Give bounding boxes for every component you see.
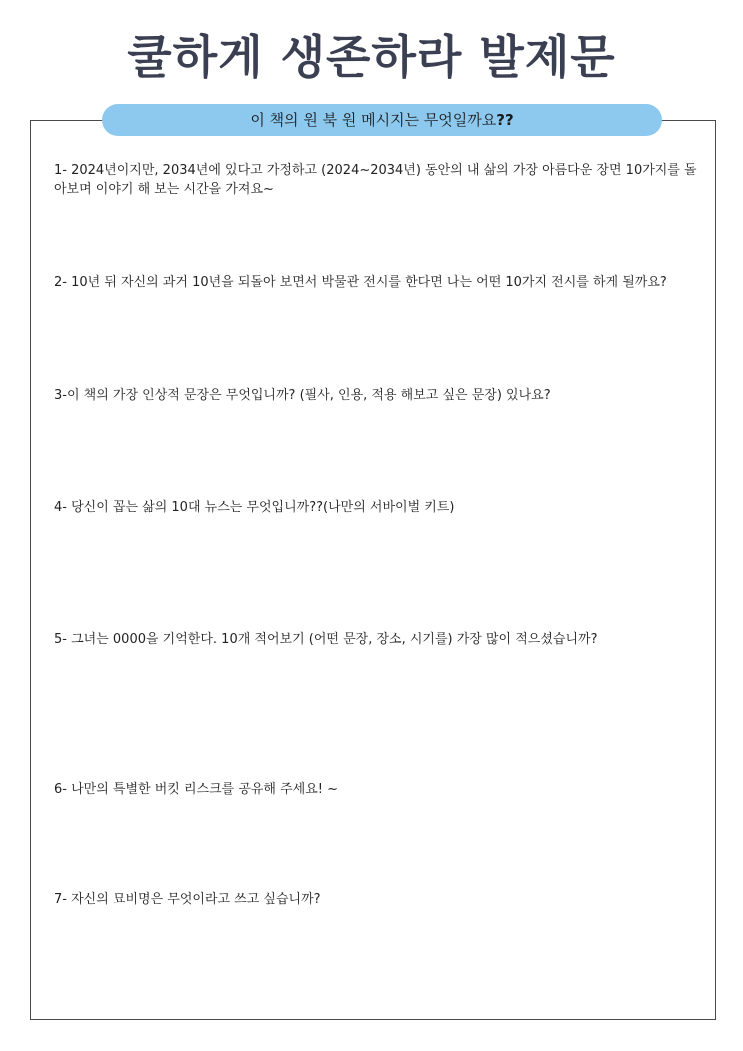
banner <box>102 104 662 136</box>
question-5: 5- 그녀는 0000을 기억한다. 10개 적어보기 (어떤 문장, 장소, 시기를) 가장 많이 적으셨습니까? <box>54 632 598 647</box>
question-frame <box>30 120 716 1020</box>
question-6: 6- 나만의 특별한 버킷 리스크를 공유해 주세요! ~ <box>54 782 339 797</box>
question-7: 7- 자신의 묘비명은 무엇이라고 쓰고 싶습니까? <box>54 892 321 907</box>
question-3: 3-이 책의 가장 인상적 문장은 무엇입니까? (필사, 인용, 적용 해보고 싶은 문장) 있나요? <box>54 388 551 403</box>
page-title: 쿨하게 생존하라 발제문 <box>127 30 616 84</box>
question-4: 4- 당신이 꼽는 삶의 10대 뉴스는 무엇입니까??(나만의 서바이벌 키트) <box>54 500 455 515</box>
banner-emphasis: ?? <box>496 111 514 129</box>
question-2: 2- 10년 뒤 자신의 과거 10년을 되돌아 보면서 박물관 전시를 한다면 나는 어떤 10가지 전시를 하게 될까요? <box>54 275 667 290</box>
banner-text: 이 책의 원 북 원 메시지는 무엇일까요 <box>250 111 497 129</box>
question-1: 1- 2024년이지만, 2034년에 있다고 가정하고 (2024~2034년) 동안의 내 삶의 가장 아름다운 장면 10가지를 돌아보며 이야기 해 보는 시간을 가져요~ <box>54 163 697 197</box>
